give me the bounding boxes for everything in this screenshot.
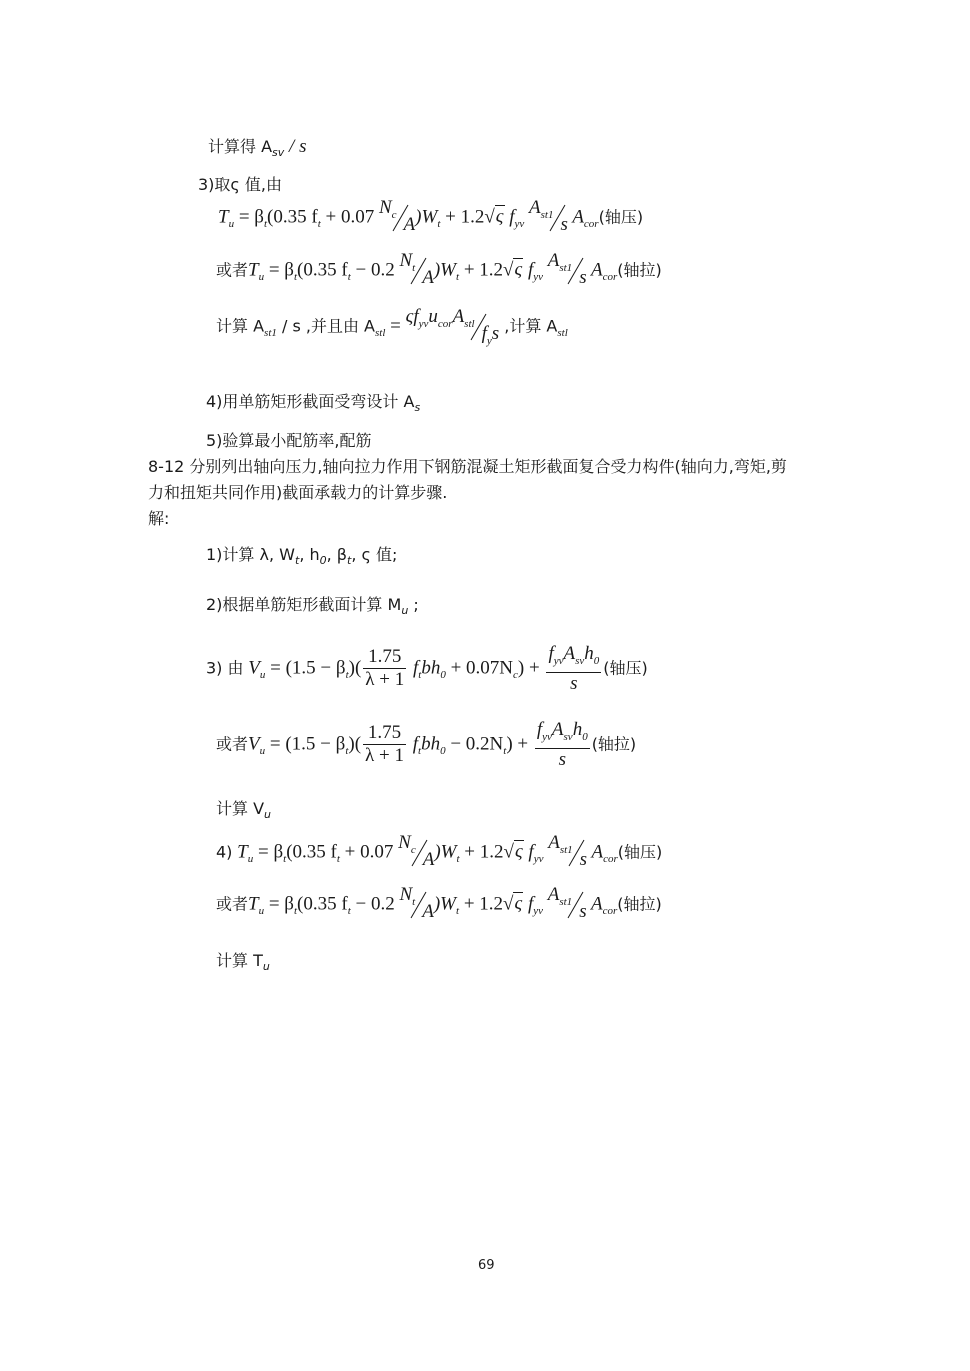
text: s bbox=[579, 849, 588, 871]
text: , ς 值; bbox=[351, 545, 398, 564]
slash-fraction-ast1-s bbox=[547, 884, 587, 923]
text: s bbox=[560, 214, 568, 236]
equation-vu-compression bbox=[206, 643, 648, 695]
sub: t bbox=[418, 669, 422, 682]
text: )W bbox=[434, 841, 457, 863]
fraction-fyv-asv-h0 bbox=[546, 643, 601, 695]
text: = β bbox=[234, 206, 264, 228]
text: + 0.07 bbox=[339, 841, 394, 863]
text: )W bbox=[415, 206, 438, 228]
step-4-design-as bbox=[206, 389, 420, 414]
solution-step-1 bbox=[206, 542, 397, 567]
sub: t bbox=[418, 745, 422, 758]
text: A bbox=[586, 893, 603, 915]
sub: u bbox=[258, 905, 265, 918]
text: / s ,并且由 A bbox=[276, 316, 375, 336]
text: f bbox=[407, 733, 418, 755]
question-8-12-line1 bbox=[148, 454, 787, 477]
sqrt-content: ς bbox=[514, 259, 523, 281]
text: bh bbox=[421, 733, 441, 755]
fraction-fyv-asv-h0 bbox=[535, 719, 590, 771]
denominator: s bbox=[558, 748, 566, 770]
text: A bbox=[567, 206, 584, 228]
text: ςf bbox=[405, 306, 419, 328]
text: f bbox=[536, 719, 543, 740]
fraction-1-75 bbox=[363, 646, 406, 691]
text: = bbox=[385, 315, 406, 337]
sub: stl bbox=[464, 318, 475, 331]
text: (0.35 f bbox=[286, 841, 337, 863]
sub: yv bbox=[542, 730, 552, 743]
sub: c bbox=[410, 844, 416, 857]
text: N bbox=[378, 197, 392, 219]
text: A bbox=[563, 643, 576, 664]
sub: cor bbox=[583, 218, 599, 231]
text: u bbox=[428, 306, 438, 328]
sub: st1 bbox=[559, 896, 573, 909]
sub: 0 bbox=[319, 554, 327, 568]
sub: u bbox=[264, 808, 272, 822]
page-number: 69 bbox=[478, 1258, 495, 1273]
text: / s bbox=[284, 136, 307, 157]
sub: t bbox=[345, 745, 349, 758]
equation-vu-tension bbox=[216, 719, 636, 771]
slash-fraction-nc-a bbox=[398, 832, 435, 871]
note: (轴压) bbox=[598, 207, 644, 227]
sub: yv bbox=[514, 218, 525, 231]
text: A bbox=[548, 832, 560, 854]
text: N bbox=[398, 832, 411, 854]
slash-fraction-ast1-s bbox=[548, 832, 588, 871]
text: + 1.2 bbox=[440, 206, 485, 228]
text: 3) 由 bbox=[206, 658, 244, 678]
sub: t bbox=[503, 745, 507, 758]
sub: sv bbox=[563, 730, 573, 743]
text: f bbox=[481, 323, 487, 345]
text: (0.35 f bbox=[297, 893, 348, 915]
text: 计算 A bbox=[216, 316, 265, 336]
note: (轴压) bbox=[617, 842, 663, 862]
sub: stl bbox=[557, 327, 568, 340]
sub: t bbox=[347, 554, 352, 568]
text: ,计算 A bbox=[499, 316, 558, 336]
slash-fraction-nt-a bbox=[399, 250, 434, 289]
text: 或者 bbox=[216, 260, 249, 280]
text: A bbox=[587, 841, 604, 863]
numerator: 1.75 bbox=[363, 646, 406, 669]
text: A bbox=[403, 214, 416, 236]
text: f bbox=[523, 259, 534, 281]
sub: 0 bbox=[582, 730, 588, 743]
sub: yv bbox=[553, 654, 564, 667]
sub: cor bbox=[602, 905, 618, 918]
text: A bbox=[422, 267, 434, 289]
sub: c bbox=[391, 209, 397, 222]
question-8-12-line2 bbox=[148, 480, 447, 503]
step-3-take-zeta bbox=[198, 172, 282, 195]
text: s bbox=[579, 901, 587, 923]
text: 解: bbox=[148, 509, 170, 528]
text: + 1.2 bbox=[459, 893, 504, 915]
text: A bbox=[422, 901, 434, 923]
sub: cor bbox=[602, 271, 618, 284]
text: = (1.5 − β bbox=[265, 657, 346, 679]
sub: yv bbox=[533, 271, 543, 284]
text: 4)用单筋矩形截面受弯设计 A bbox=[206, 392, 415, 411]
text: )W bbox=[433, 259, 456, 281]
text: 2)根据单筋矩形截面计算 M bbox=[206, 595, 402, 614]
slash-fraction-ast1-s bbox=[547, 250, 587, 289]
text: f bbox=[523, 893, 534, 915]
slash-fraction-astl bbox=[405, 306, 500, 348]
denominator: s bbox=[570, 672, 578, 694]
compute-tu bbox=[216, 948, 270, 973]
sub: t bbox=[412, 262, 416, 275]
text: = β bbox=[264, 259, 294, 281]
text: (0.35 f bbox=[267, 206, 318, 228]
text: 或者 bbox=[216, 894, 249, 914]
note: (轴拉) bbox=[591, 734, 637, 754]
text: bh bbox=[421, 657, 441, 679]
sub: t bbox=[294, 554, 300, 568]
text: )( bbox=[348, 657, 362, 679]
sub: st1 bbox=[559, 844, 573, 857]
denominator: λ + 1 bbox=[365, 745, 404, 767]
text: A bbox=[529, 197, 541, 219]
sub: sv bbox=[272, 146, 285, 160]
solution-step-2 bbox=[206, 592, 419, 617]
text: h bbox=[584, 643, 594, 664]
text: ) + bbox=[506, 733, 533, 755]
text: A bbox=[452, 306, 465, 328]
sub: cor bbox=[437, 318, 453, 331]
text: 3)取ς 值,由 bbox=[198, 175, 282, 194]
sym: V bbox=[248, 657, 260, 679]
text: N bbox=[399, 884, 413, 906]
sym: T bbox=[218, 206, 229, 228]
denominator: λ + 1 bbox=[365, 669, 405, 691]
sub: u bbox=[247, 853, 254, 866]
text: ) + bbox=[517, 657, 545, 679]
text: 或者 bbox=[216, 734, 249, 754]
sub: st1 bbox=[540, 209, 554, 222]
text: N bbox=[399, 250, 413, 272]
equation-tu-tension-2: 或者$T_u = \beta_t(0.35$ $f_t - 0.2$ $N_t$ $A)W_t + 1.2√\varsigma$ $f_{yv}$ $A_{st1}$ s $A_{cor}$(轴拉) bbox=[216, 884, 662, 923]
note: (轴拉) bbox=[617, 894, 662, 914]
text: − 0.2N bbox=[445, 733, 504, 755]
sub: u bbox=[259, 745, 266, 758]
text: = β bbox=[264, 893, 294, 915]
sub: s bbox=[414, 401, 421, 415]
text: 计算 V bbox=[216, 799, 265, 818]
text: A bbox=[422, 849, 435, 871]
text: − 0.2 bbox=[350, 259, 395, 281]
sym: V bbox=[248, 733, 260, 755]
text: h bbox=[572, 719, 583, 740]
text: A bbox=[547, 250, 560, 272]
sub: yv bbox=[533, 905, 543, 918]
text: = β bbox=[253, 841, 284, 863]
text: f bbox=[408, 657, 419, 679]
text: )W bbox=[433, 893, 456, 915]
slash-fraction-nc-a bbox=[378, 197, 416, 236]
sub: u bbox=[258, 271, 265, 284]
sub: cor bbox=[603, 853, 618, 866]
equation-tu-compression-2: 4) $T_u = \beta_t(0.35$ $f_t + 0.07$ $N_c$ $A)W_t + 1.2√\varsigma$ $f_{yv}$ $A_{st1}$ s $A_{cor}$(轴压) bbox=[216, 832, 663, 871]
text: s bbox=[491, 323, 500, 345]
equation-astl bbox=[216, 306, 568, 348]
sqrt-content: ς bbox=[495, 206, 504, 228]
text: + 0.07N bbox=[445, 657, 513, 679]
sub: y bbox=[486, 335, 492, 348]
sub: t bbox=[412, 896, 416, 909]
text: , β bbox=[326, 545, 348, 564]
text: + 1.2 bbox=[459, 259, 504, 281]
note: (轴压) bbox=[603, 658, 648, 678]
sqrt-content: ς bbox=[514, 841, 523, 863]
label-compute: 计算得 A bbox=[208, 137, 273, 156]
sym: T bbox=[237, 841, 248, 863]
text: s bbox=[579, 267, 587, 289]
sub: st1 bbox=[559, 262, 573, 275]
text-line-compute-asv bbox=[208, 134, 306, 159]
sub: yv bbox=[418, 318, 429, 331]
text: 5)验算最小配筋率,配筋 bbox=[206, 431, 372, 450]
sub: sv bbox=[575, 654, 585, 667]
numerator: 1.75 bbox=[363, 722, 406, 745]
solution-label bbox=[148, 506, 169, 529]
sub: yv bbox=[533, 853, 544, 866]
text: (0.35 f bbox=[297, 259, 348, 281]
text: f bbox=[504, 206, 515, 228]
sub: t bbox=[345, 669, 349, 682]
text: A bbox=[551, 719, 564, 740]
fraction-1-75 bbox=[363, 722, 406, 767]
text: 计算 T bbox=[216, 951, 263, 970]
sub: stl bbox=[375, 327, 386, 340]
sub: 0 bbox=[440, 745, 446, 758]
step-5-verify bbox=[206, 428, 372, 451]
text: 1)计算 λ, W bbox=[206, 545, 295, 564]
equation-tu-compression: $T_u = \beta_t(0.35$ $f_t + 0.07$ $N_c$ $A)W_t + 1.2√\varsigma$ $f_{yv}$ $A_{st1}$ s $A_{cor}$(轴压) bbox=[218, 197, 644, 236]
text: 8-12 分别列出轴向压力,轴向拉力作用下钢筋混凝土矩形截面复合受力构件(轴向力,弯矩,剪 bbox=[148, 457, 787, 476]
sub: st1 bbox=[264, 327, 277, 340]
text: + 0.07 bbox=[320, 206, 375, 228]
note: (轴拉) bbox=[617, 260, 662, 280]
text: f bbox=[548, 643, 554, 664]
sub: 0 bbox=[593, 654, 600, 667]
slash-fraction-ast1-s bbox=[529, 197, 568, 236]
text: = (1.5 − β bbox=[265, 733, 346, 755]
compute-vu bbox=[216, 796, 271, 821]
sqrt-content: ς bbox=[514, 893, 523, 915]
text: 4) bbox=[216, 842, 233, 862]
text: A bbox=[586, 259, 603, 281]
equation-tu-tension: 或者$T_u = \beta_t(0.35$ $f_t - 0.2$ $N_t$ $A)W_t + 1.2√\varsigma$ $f_{yv}$ $A_{st1}$ s $A_{cor}$(轴拉) bbox=[216, 250, 662, 289]
text: )( bbox=[348, 733, 362, 755]
text: ; bbox=[408, 595, 419, 614]
text: + 1.2 bbox=[459, 841, 504, 863]
text: − 0.2 bbox=[350, 893, 395, 915]
text: , h bbox=[299, 545, 320, 564]
sub: u bbox=[401, 604, 409, 618]
sym: T bbox=[248, 259, 259, 281]
text: A bbox=[547, 884, 560, 906]
sub: c bbox=[513, 669, 518, 682]
text: f bbox=[523, 841, 534, 863]
sub: u bbox=[259, 669, 266, 682]
text: 力和扭矩共同作用)截面承载力的计算步骤. bbox=[148, 483, 448, 502]
sub: u bbox=[228, 218, 235, 231]
sub: 0 bbox=[440, 669, 446, 682]
sub: u bbox=[262, 960, 270, 974]
sym: T bbox=[248, 893, 259, 915]
slash-fraction-nt-a bbox=[399, 884, 434, 923]
